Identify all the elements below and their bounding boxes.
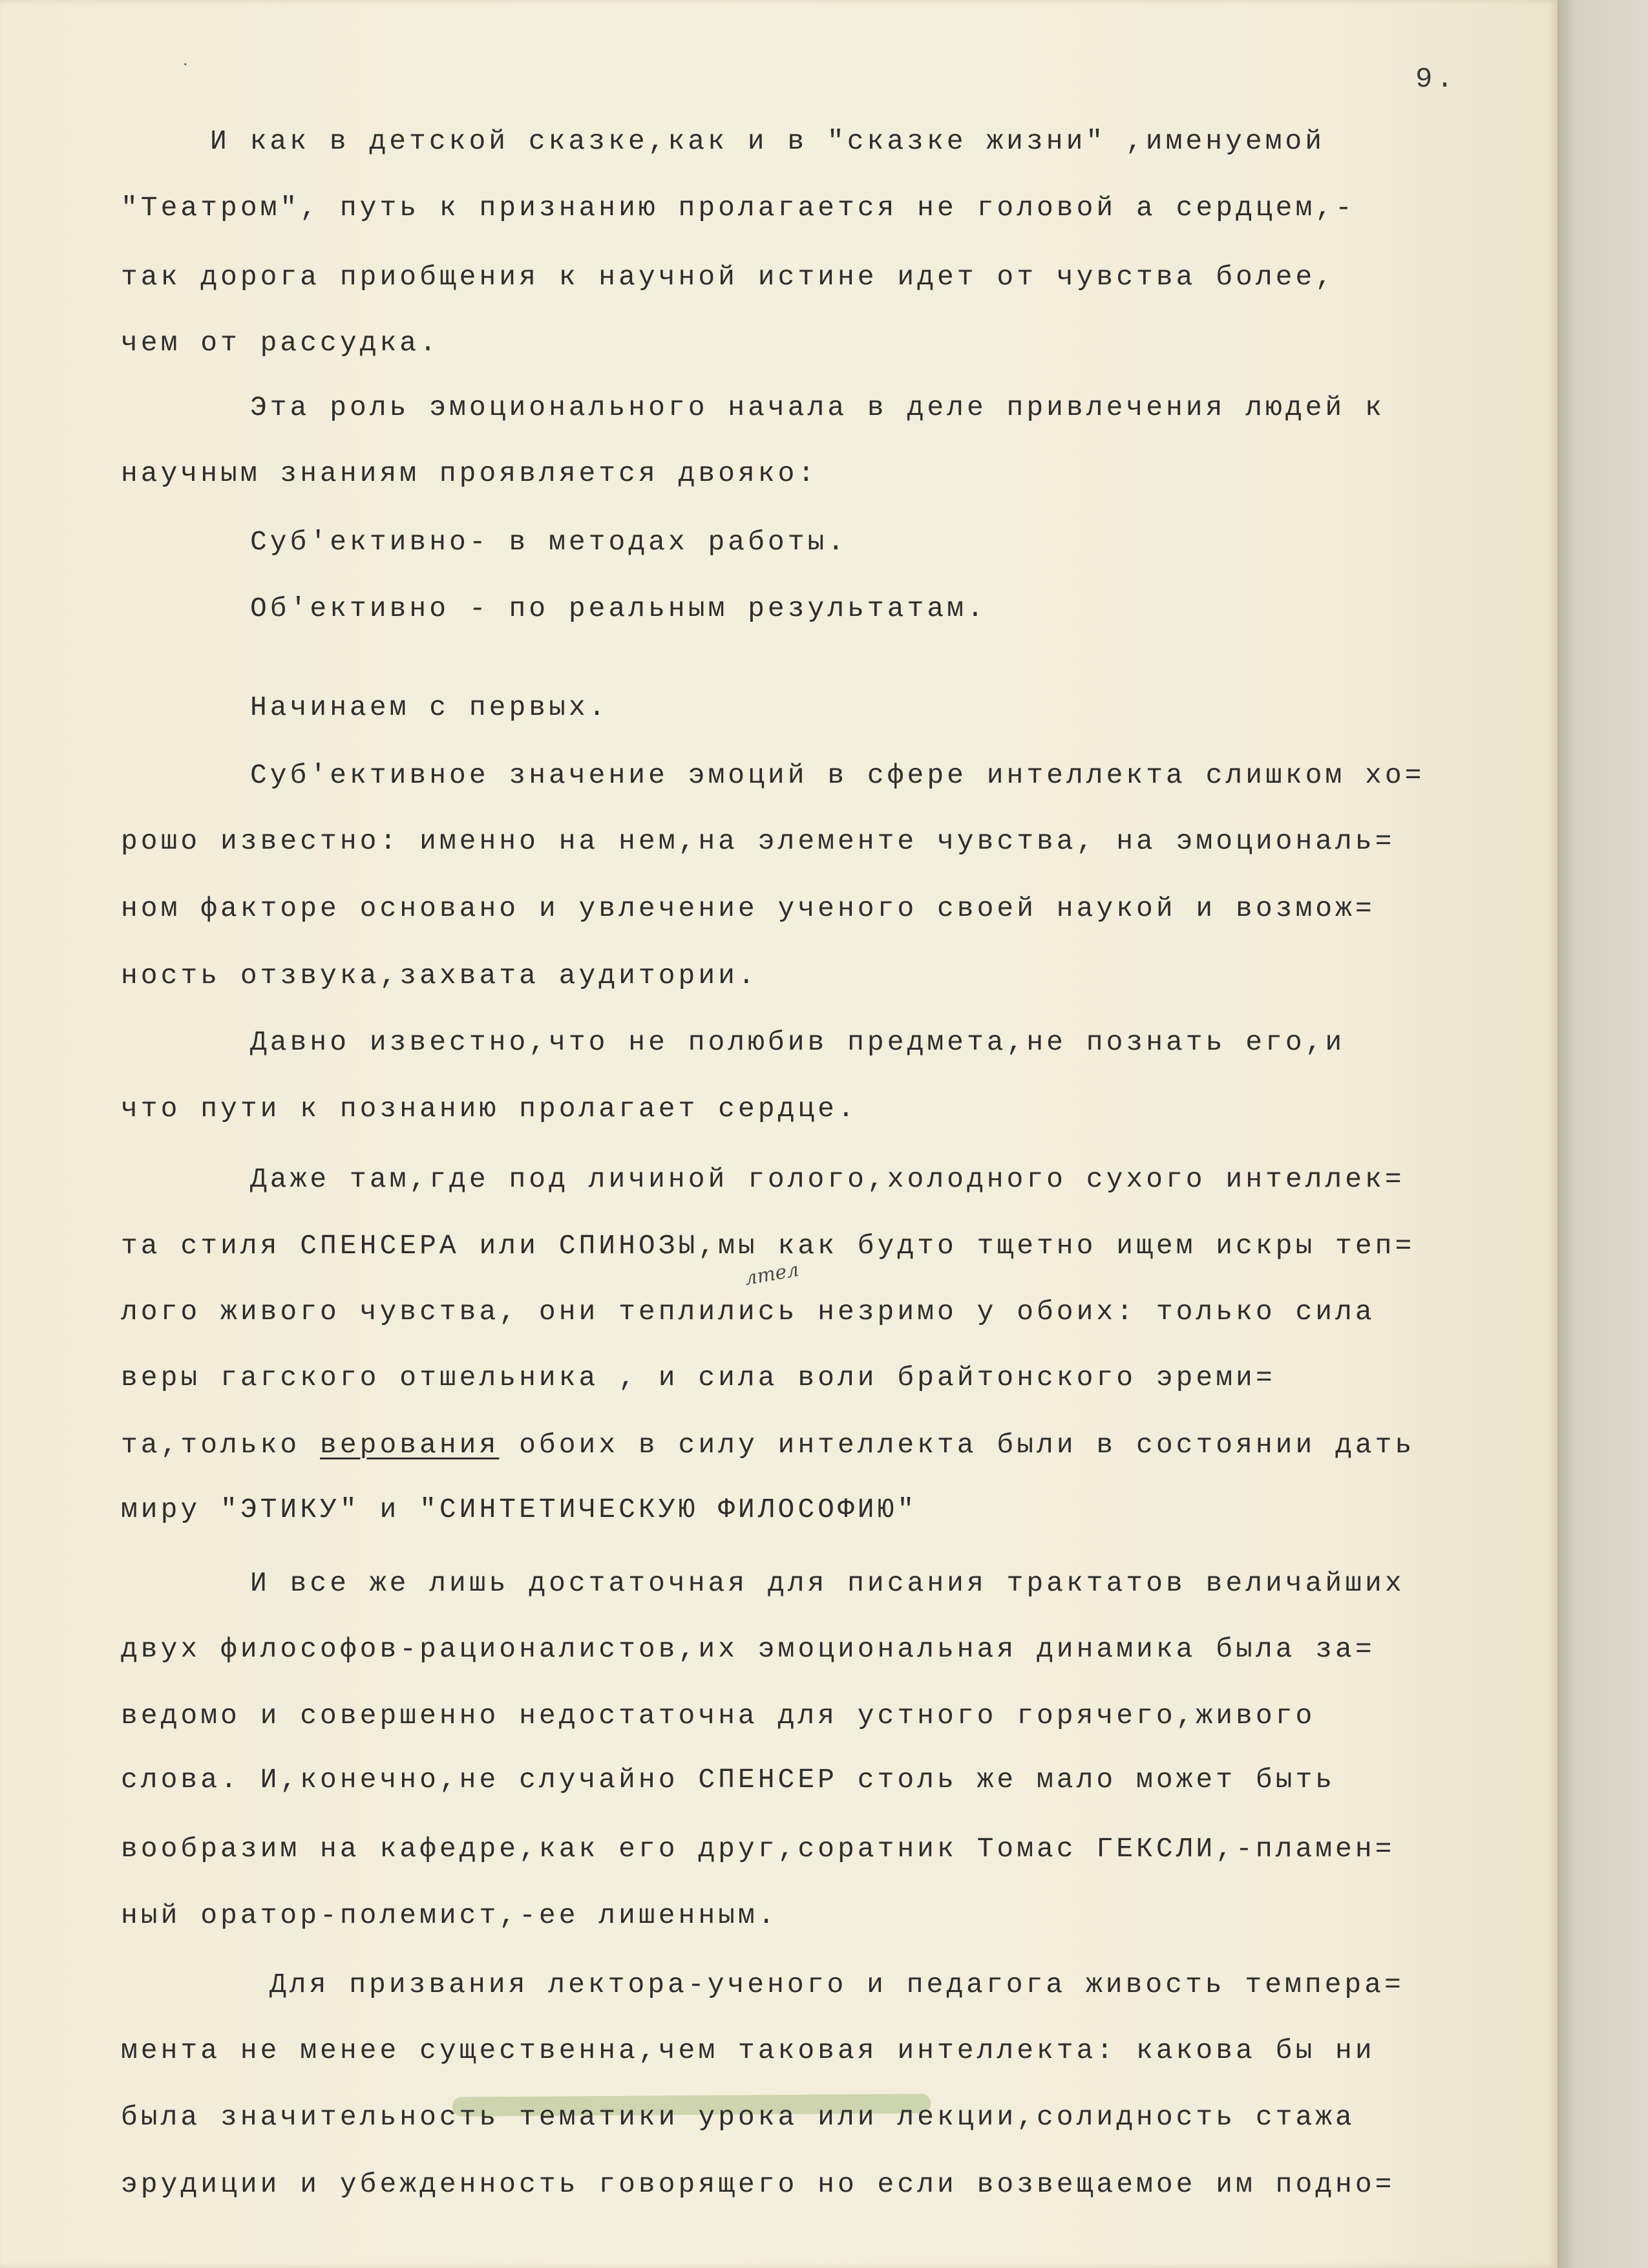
text-line-1: И как в детской сказке,как и в "сказке жизни" ,именуемой xyxy=(210,125,1326,157)
text-line-29: мента не менее существенна,чем таковая интеллекта: какова бы ни xyxy=(121,2035,1375,2066)
text-line-23: двух философов-рационалистов,их эмоциональная динамика была за= xyxy=(121,1633,1375,1665)
text-line-6: научным знаниям проявляется двояко: xyxy=(121,458,818,489)
text-line-22: И все же лишь достаточная для писания трактатов величайших xyxy=(250,1567,1405,1599)
underlined-word: верования xyxy=(320,1429,500,1461)
text-line-20-start: та,только xyxy=(121,1429,321,1461)
page-number: 9. xyxy=(1415,63,1457,96)
text-line-5: Эта роль эмоционального начала в деле привлечения людей к xyxy=(250,392,1385,423)
text-line-25: слова. И,конечно,не случайно СПЕНСЕР столь же мало может быть xyxy=(121,1764,1336,1796)
text-line-14: Давно известно,что не полюбив предмета,не познать его,и xyxy=(250,1026,1346,1058)
text-line-18: лого живого чувства, они теплились незримо у обоих: только сила xyxy=(121,1296,1375,1328)
text-line-2: "Театром", путь к признанию пролагается не головой а сердцем,- xyxy=(121,192,1355,224)
scan-background-edge xyxy=(1558,0,1648,2268)
text-line-17: та стиля СПЕНСЕРА или СПИНОЗЫ,мы как будто тщетно ищем искры теп= xyxy=(121,1230,1415,1262)
text-line-4: чем от рассудка. xyxy=(121,327,439,359)
text-line-27: ный оратор-полемист,-ее лишенным. xyxy=(121,1900,778,1931)
text-line-31: эрудиции и убежденность говорящего но если возвещаемое им подно= xyxy=(121,2168,1395,2200)
handwritten-correction: лтел xyxy=(743,1258,801,1291)
text-line-8: Об'ективно - по реальным результатам. xyxy=(250,593,987,624)
text-line-30: была значительность тематики урока или лекции,солидность стажа xyxy=(121,2101,1355,2133)
text-line-10: Суб'ективное значение эмоций в сфере интеллекта слишком хо= xyxy=(250,759,1425,791)
text-line-21: миру "ЭТИКУ" и "СИНТЕТИЧЕСКУЮ ФИЛОСОФИЮ" xyxy=(121,1494,918,1525)
text-line-20 xyxy=(121,1426,1415,1465)
text-line-16: Даже там,где под личиной голого,холодного сухого интеллек= xyxy=(250,1163,1405,1195)
text-line-15: что пути к познанию пролагает сердце. xyxy=(121,1093,858,1125)
text-line-26: вообразим на кафедре,как его друг,соратник Томас ГЕКСЛИ,-пламен= xyxy=(121,1833,1395,1865)
text-line-24: ведомо и совершенно недостаточна для устного горячего,живого xyxy=(121,1700,1316,1732)
text-line-19: веры гагского отшельника , и сила воли брайтонского эреми= xyxy=(121,1362,1276,1394)
text-line-3: так дорога приобщения к научной истине идет от чувства более, xyxy=(121,261,1336,293)
text-line-28: Для призвания лектора-ученого и педагога живость темпера= xyxy=(269,1969,1404,2000)
text-line-7: Суб'ективно- в методах работы. xyxy=(250,526,848,558)
text-line-12: ном факторе основано и увлечение ученого своей наукой и возмож= xyxy=(121,893,1375,924)
text-line-9: Начинаем с первых. xyxy=(250,692,609,723)
paper-speck: · xyxy=(183,56,188,74)
text-line-11: рошо известно: именно на нем,на элементе чувства, на эмоциональ= xyxy=(121,825,1395,857)
text-line-20-end: обоих в силу интеллекта были в состоянии дать xyxy=(499,1429,1415,1461)
text-line-13: ность отзвука,захвата аудитории. xyxy=(121,960,758,991)
